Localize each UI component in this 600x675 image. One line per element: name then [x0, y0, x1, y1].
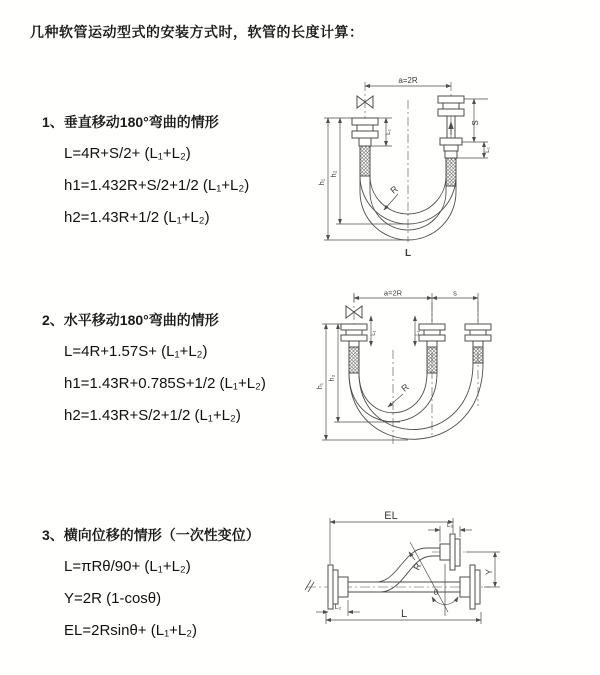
length-label: L: [404, 248, 412, 259]
diagram-horizontal-u-bend: [308, 288, 590, 460]
upper-flange: [440, 534, 460, 570]
right-pipe-flange-upper: [438, 96, 464, 116]
formula-y: Y=2R (1-cosθ): [64, 590, 162, 607]
dimension-lines: [322, 293, 478, 440]
section-2-heading: 2、水平移动180°弯曲的情形: [42, 312, 219, 328]
formula-h1: h1=1.43R+0.785S+1/2 (L₁+L₂): [64, 375, 266, 392]
left-flange: [328, 565, 348, 609]
centerlines: [365, 82, 451, 242]
formula-el: EL=2Rsinθ+ (L₁+L₂): [64, 622, 198, 639]
section-3-heading: 3、横向位移的情形（一次性变位）: [42, 527, 260, 543]
dim-label-l1-middle: L₁: [415, 330, 421, 336]
formula-l: L=4R+S/2+ (L₁+L₂): [64, 145, 191, 162]
right-braid-section: [446, 158, 456, 186]
formula-h2: h2=1.43R+1/2 (L₁+L₂): [64, 209, 210, 226]
dim-label-a2r: a=2R: [383, 288, 403, 298]
dim-label-h1: h₁: [317, 382, 324, 390]
centerlines: [354, 294, 478, 446]
section-lateral-displacement: [42, 519, 342, 647]
hose-curves: [349, 363, 483, 439]
middle-braid-section: [427, 347, 437, 373]
dim-label-h1: h₁: [317, 178, 326, 186]
dim-label-l1-left: L₁: [385, 129, 392, 135]
right-pipe-flange-lower: [440, 138, 462, 158]
dim-label-h2: h₂: [329, 374, 336, 382]
dim-label-h2: h₂: [329, 170, 338, 178]
diagram-lateral-displacement: [298, 508, 600, 650]
right-pipe-flange: [465, 324, 491, 347]
right-braid-section: [473, 347, 483, 363]
dim-label-l1: L₁: [446, 522, 454, 529]
hose-s-curve: [348, 548, 440, 592]
dim-label-s: s: [453, 288, 457, 298]
diagram-vertical-u-bend: [308, 72, 590, 260]
radius-label: R: [411, 561, 424, 572]
left-pipe-flange: [341, 324, 367, 347]
dim-label-l1-right: L₁: [484, 147, 491, 153]
dim-label-a2r: a=2R: [398, 76, 418, 85]
pipe-break-mark: [305, 580, 314, 592]
section-vertical-movement: [42, 106, 342, 234]
dim-label-l1-left: L₁: [371, 330, 377, 336]
angle-label: θ: [433, 588, 439, 597]
diagram-labels: [317, 76, 491, 259]
dim-label-s: S: [471, 120, 480, 126]
dim-label-el: EL: [384, 510, 398, 522]
left-braid-section: [360, 146, 370, 176]
middle-pipe-flange: [419, 324, 445, 347]
dim-label-l2: L₂: [334, 604, 342, 611]
formula-h2: h2=1.43R+S/2+1/2 (L₁+L₂): [64, 407, 241, 424]
formula-l: L=4R+1.57S+ (L₁+L₂): [64, 343, 208, 360]
left-braid-section: [349, 347, 359, 373]
dim-label-y: Y: [484, 568, 494, 576]
left-pipe-flange: [352, 118, 378, 146]
page-title: 几种软管运动型式的安装方式时，软管的长度计算：: [30, 24, 364, 40]
radius-label: R: [399, 381, 411, 394]
dim-label-l: L: [400, 608, 408, 620]
right-flange: [460, 565, 480, 609]
radius-label: R: [388, 183, 400, 196]
formula-l: L=πRθ/90+ (L₁+L₂): [64, 558, 191, 575]
formula-h1: h1=1.432R+S/2+1/2 (L₁+L₂): [64, 177, 250, 194]
section-1-heading: 1、垂直移动180°弯曲的情形: [42, 114, 219, 130]
section-horizontal-movement: [42, 304, 342, 432]
